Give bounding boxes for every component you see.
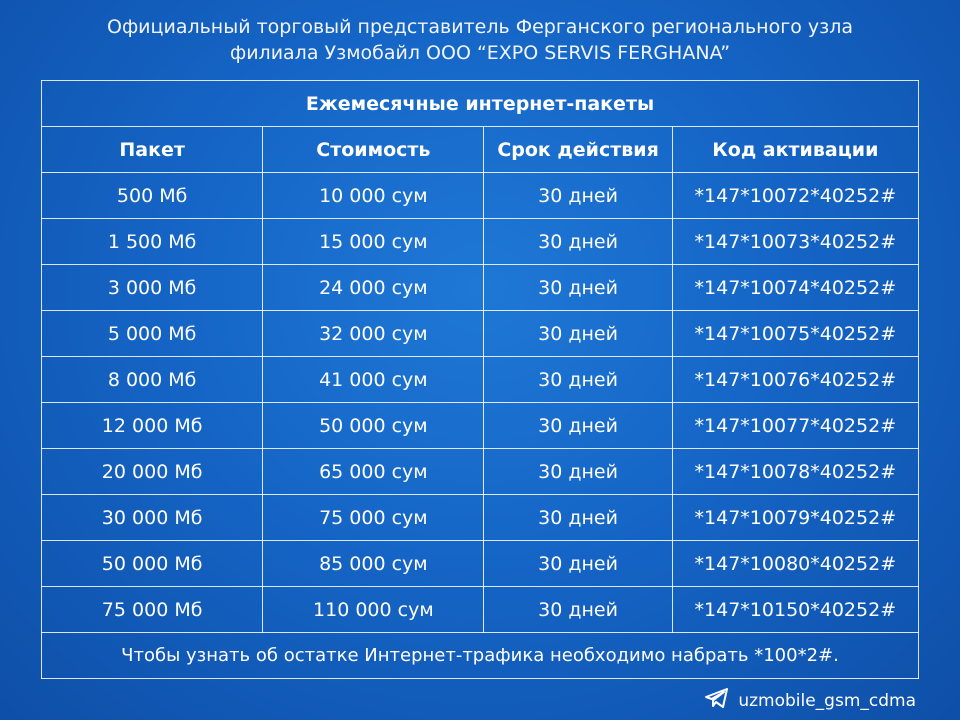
column-header-package: Пакет — [42, 127, 263, 173]
table-note-row — [42, 633, 919, 679]
cell-price: 75 000 сум — [263, 495, 484, 541]
cell-package: 30 000 Мб — [42, 495, 263, 541]
cell-activation-code: *147*10078*40252# — [672, 449, 918, 495]
cell-package: 12 000 Мб — [42, 403, 263, 449]
table-note: Чтобы узнать об остатке Интернет-трафика необходимо набрать *100*2#. — [42, 633, 919, 679]
column-header-activation-code: Код активации — [672, 127, 918, 173]
cell-price: 24 000 сум — [263, 265, 484, 311]
cell-package: 5 000 Мб — [42, 311, 263, 357]
cell-package: 500 Мб — [42, 173, 263, 219]
cell-validity: 30 дней — [484, 587, 672, 633]
cell-validity: 30 дней — [484, 495, 672, 541]
footer — [704, 686, 916, 715]
cell-activation-code: *147*10150*40252# — [672, 587, 918, 633]
cell-validity: 30 дней — [484, 219, 672, 265]
cell-activation-code: *147*10077*40252# — [672, 403, 918, 449]
cell-price: 85 000 сум — [263, 541, 484, 587]
cell-activation-code: *147*10080*40252# — [672, 541, 918, 587]
cell-activation-code: *147*10072*40252# — [672, 173, 918, 219]
cell-price: 110 000 сум — [263, 587, 484, 633]
table-row — [42, 495, 919, 541]
column-header-price: Стоимость — [263, 127, 484, 173]
table-title-row — [42, 81, 919, 127]
cell-price: 10 000 сум — [263, 173, 484, 219]
cell-price: 41 000 сум — [263, 357, 484, 403]
table-row — [42, 541, 919, 587]
cell-activation-code: *147*10075*40252# — [672, 311, 918, 357]
header — [0, 14, 960, 66]
cell-validity: 30 дней — [484, 311, 672, 357]
telegram-icon — [704, 686, 738, 715]
cell-package: 8 000 Мб — [42, 357, 263, 403]
table-row — [42, 311, 919, 357]
cell-validity: 30 дней — [484, 357, 672, 403]
cell-validity: 30 дней — [484, 403, 672, 449]
cell-activation-code: *147*10073*40252# — [672, 219, 918, 265]
header-line-1: Официальный торговый представитель Ферганского регионального узла — [106, 16, 853, 38]
cell-activation-code: *147*10076*40252# — [672, 357, 918, 403]
table-header-row — [42, 127, 919, 173]
cell-validity: 30 дней — [484, 449, 672, 495]
tariff-table — [41, 80, 919, 679]
telegram-handle: uzmobile_gsm_cdma — [738, 690, 916, 711]
cell-price: 50 000 сум — [263, 403, 484, 449]
table-row — [42, 403, 919, 449]
header-line-2: филиала Узмобайл ООО “EXPO SERVIS FERGHANA” — [229, 42, 731, 64]
table-row — [42, 219, 919, 265]
column-header-validity: Срок действия — [484, 127, 672, 173]
cell-validity: 30 дней — [484, 541, 672, 587]
cell-package: 20 000 Мб — [42, 449, 263, 495]
table-row — [42, 449, 919, 495]
cell-package: 1 500 Мб — [42, 219, 263, 265]
cell-activation-code: *147*10079*40252# — [672, 495, 918, 541]
table-body — [42, 173, 919, 633]
cell-package: 75 000 Мб — [42, 587, 263, 633]
cell-price: 15 000 сум — [263, 219, 484, 265]
cell-validity: 30 дней — [484, 173, 672, 219]
table-row — [42, 357, 919, 403]
table-row — [42, 587, 919, 633]
cell-price: 32 000 сум — [263, 311, 484, 357]
cell-validity: 30 дней — [484, 265, 672, 311]
cell-price: 65 000 сум — [263, 449, 484, 495]
table-title: Ежемесячные интернет-пакеты — [42, 81, 919, 127]
table-row — [42, 265, 919, 311]
cell-activation-code: *147*10074*40252# — [672, 265, 918, 311]
table-row — [42, 173, 919, 219]
cell-package: 50 000 Мб — [42, 541, 263, 587]
cell-package: 3 000 Мб — [42, 265, 263, 311]
